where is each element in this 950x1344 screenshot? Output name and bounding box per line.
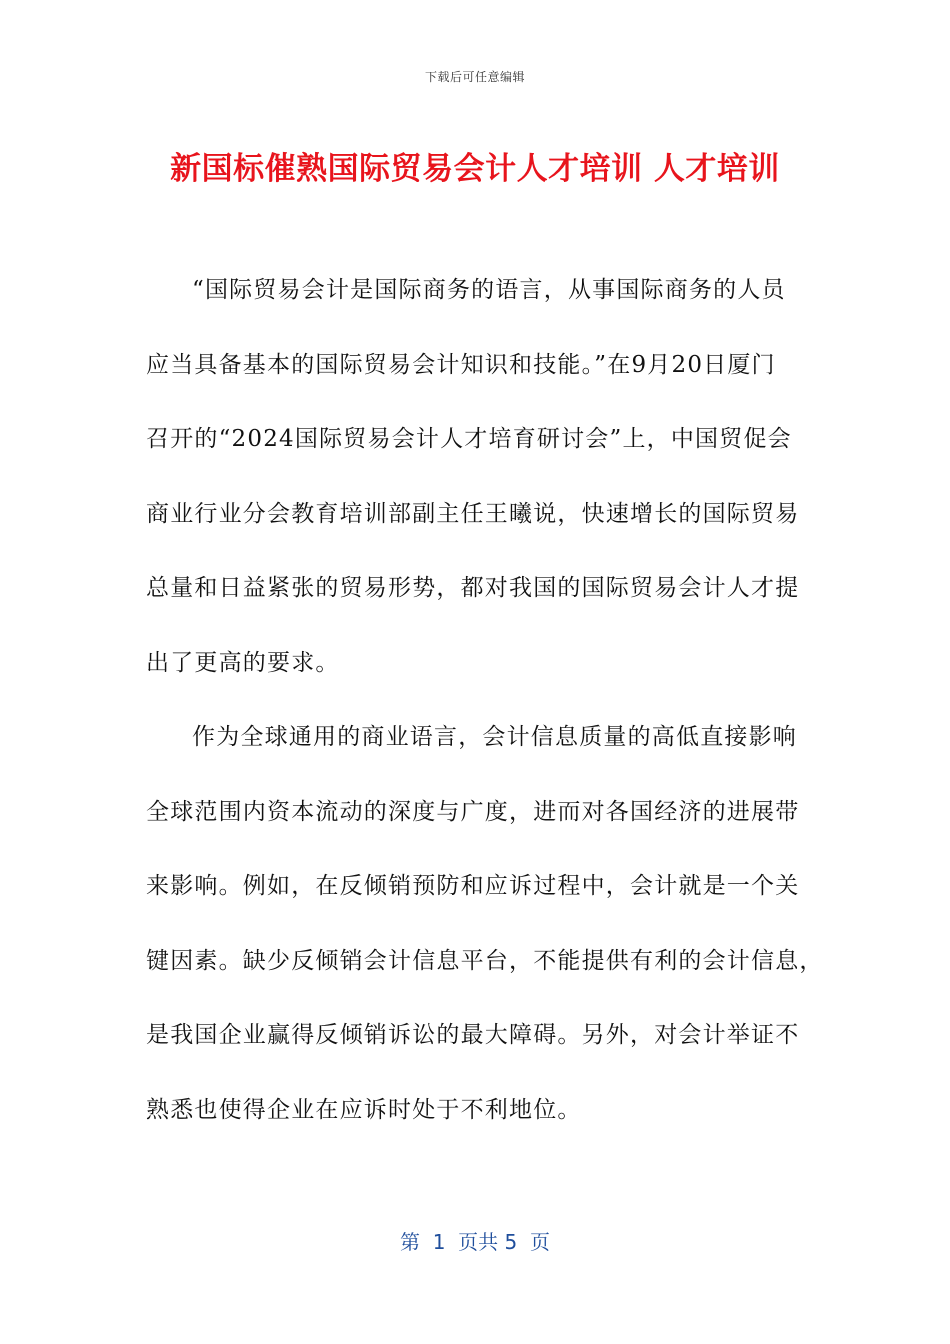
paragraph-2-line-3: 来影响。例如，在反倾销预防和应诉过程中，会计就是一个关 (146, 873, 800, 899)
paragraph-1-line-6: 出了更高的要求。 (146, 649, 340, 676)
header-note: 下载后可任意编辑 (424, 70, 525, 84)
paragraph-2 (146, 719, 824, 1166)
paragraph-2-line-4: 键因素。缺少反倾销会计信息平台，不能提供有利的会计信息， (146, 947, 824, 974)
paragraph-2-line-6: 熟悉也使得企业在应诉时处于不利地位。 (146, 1096, 582, 1123)
paragraph-2-line-2: 全球范围内资本流动的深度与广度，进而对各国经济的进展带 (146, 798, 800, 825)
document-title: 新国标催熟国际贸易会计人才培训 人才培训 (170, 151, 780, 187)
paragraph-2-line-5: 是我国企业赢得反倾销诉讼的最大障碍。另外，对会计举证不 (146, 1022, 800, 1048)
paragraph-1 (146, 272, 800, 719)
paragraph-1-line-1: “国际贸易会计是国际商务的语言，从事国际商务的人员 (192, 277, 786, 303)
paragraph-1-line-5: 总量和日益紧张的贸易形势，都对我国的国际贸易会计人才提 (146, 575, 800, 601)
paragraph-1-line-4: 商业行业分会教育培训部副主任王曦说，快速增长的国际贸易 (146, 500, 800, 527)
paragraph-2-line-1: 作为全球通用的商业语言，会计信息质量的高低直接影响 (192, 724, 797, 750)
document-body (146, 272, 824, 1166)
paragraph-1-line-2: 应当具备基本的国际贸易会计知识和技能。”在9月20日厦门 (146, 351, 776, 378)
paragraph-1-line-3: 召开的“2024国际贸易会计人才培育研讨会”上，中国贸促会 (146, 426, 792, 452)
page-footer: 第 1 页共 5 页 (400, 1230, 550, 1254)
